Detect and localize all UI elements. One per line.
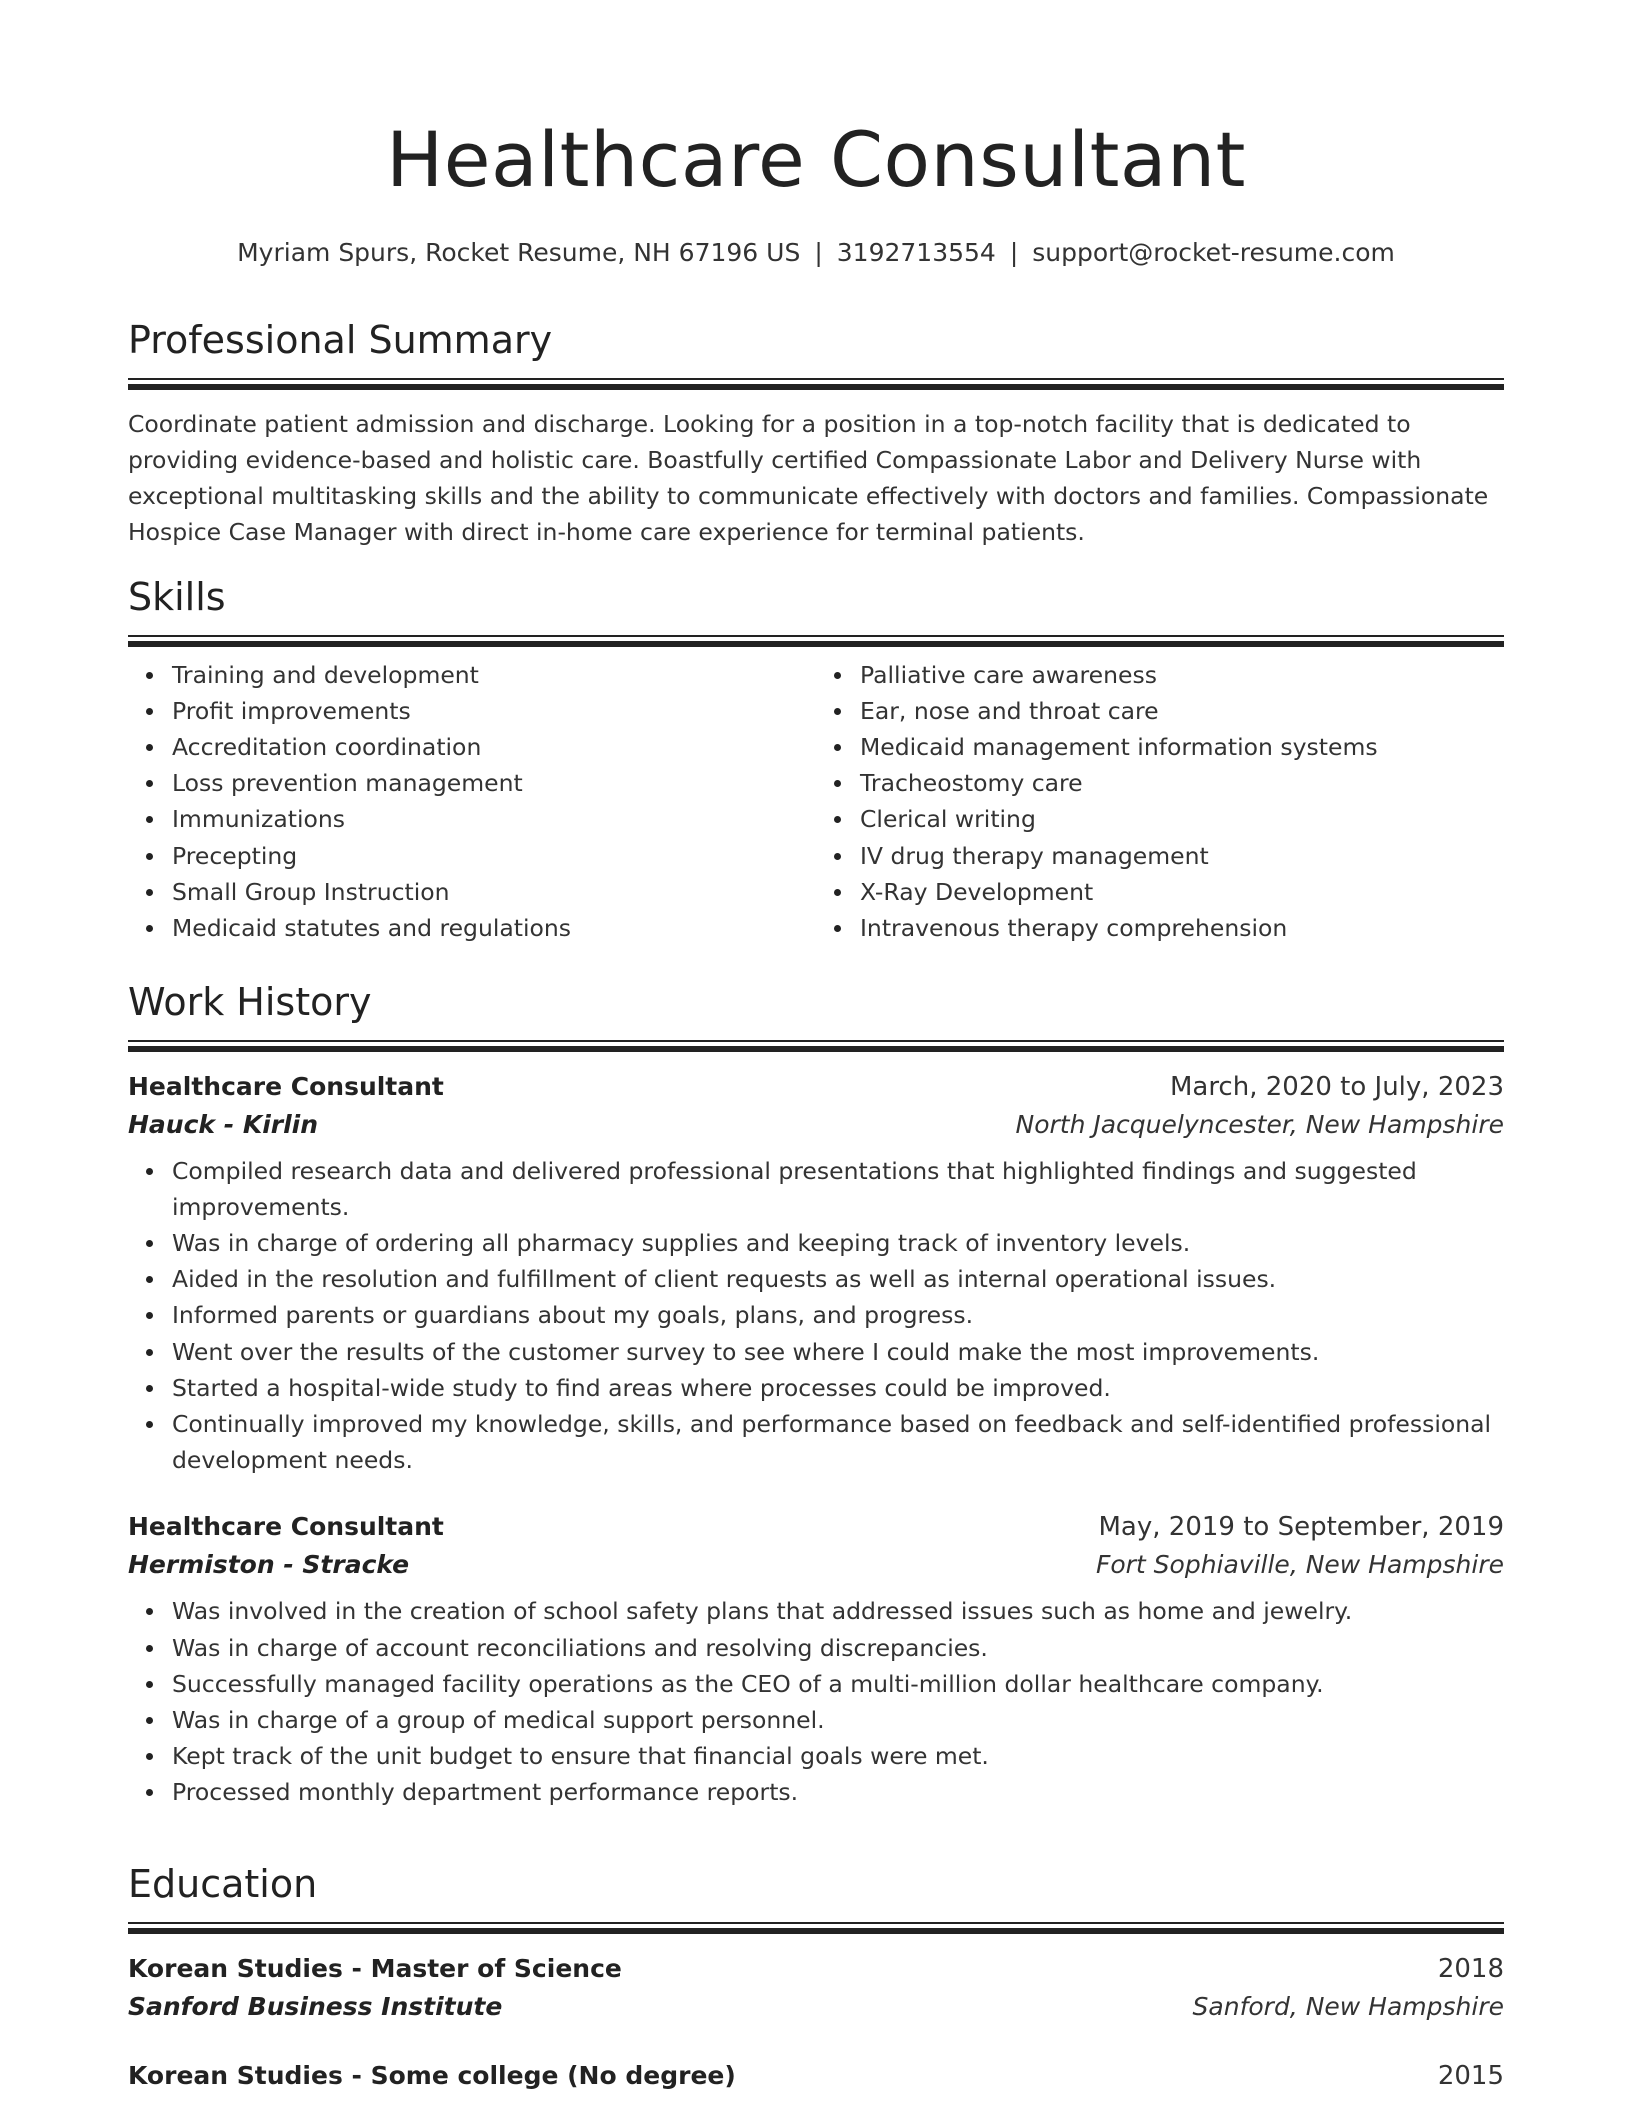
job-subheader: [128, 1110, 1504, 1139]
section-rule: [128, 378, 1504, 390]
education-school: Sanford Business Institute: [128, 1991, 503, 2021]
summary-section: [128, 318, 1504, 550]
education-heading: Education: [128, 1862, 318, 1906]
job-bullet: Aided in the resolution and fulfillment of client requests as well as internal operational issues.: [172, 1261, 1504, 1297]
job-bullets: [128, 1593, 1504, 1810]
education-year: 2015: [1437, 2060, 1504, 2091]
skill-item: Accreditation coordination: [172, 729, 816, 765]
job-bullet: Successfully managed facility operations as the CEO of a multi-million dollar healthcare company.: [172, 1666, 1504, 1702]
skill-item: Clerical writing: [860, 801, 1504, 837]
skills-heading: Skills: [128, 575, 226, 619]
contact-line: [128, 238, 1504, 267]
education-header: [128, 2061, 1504, 2091]
job-company: Hermiston - Stracke: [128, 1550, 410, 1580]
skill-item: Medicaid management information systems: [860, 729, 1504, 765]
contact-email: support@rocket-resume.com: [1032, 238, 1395, 267]
skills-list-left: [128, 657, 816, 947]
skills-section: [128, 575, 1504, 946]
education-entry: [128, 1954, 1504, 2021]
work-section: [128, 980, 1504, 1811]
summary-text: Coordinate patient admission and discharge. Looking for a position in a top-notch facility that is dedicated to providing evidence-based and holistic care. Boastfully certified Compassionate Labor and Delivery Nurse with exceptional multitasking skills and the ability to communicate effectively with doctors and families. Compassionate Hospice Case Manager with direct in-home care experience for terminal patients.: [128, 409, 1489, 546]
skill-item: Tracheostomy care: [860, 765, 1504, 801]
education-location: Sanford, New Hampshire: [1192, 1991, 1504, 2021]
contact-separator: |: [814, 238, 823, 267]
skills-list-right: [816, 657, 1504, 947]
job-bullet: Compiled research data and delivered professional presentations that highlighted findings and suggested improvements.: [172, 1153, 1504, 1225]
skill-item: Medicaid statutes and regulations: [172, 910, 816, 946]
skill-item: Immunizations: [172, 801, 816, 837]
skill-item: X-Ray Development: [860, 874, 1504, 910]
job-bullet: Informed parents or guardians about my goals, plans, and progress.: [172, 1297, 1504, 1333]
job-bullet: Continually improved my knowledge, skills, and performance based on feedback and self-identified professional development needs.: [172, 1406, 1504, 1478]
job-bullet: Kept track of the unit budget to ensure that financial goals were met.: [172, 1738, 1504, 1774]
job-bullets: [128, 1153, 1504, 1479]
job-bullet: Was involved in the creation of school safety plans that addressed issues such as home and jewelry.: [172, 1593, 1504, 1629]
section-rule: [128, 635, 1504, 647]
job-title: Healthcare Consultant: [128, 1512, 444, 1542]
education-section: [128, 1862, 1504, 2091]
resume-name: Healthcare Consultant: [386, 115, 1246, 204]
section-rule: [128, 1040, 1504, 1052]
job-bullet: Was in charge of account reconciliations and resolving discrepancies.: [172, 1630, 1504, 1666]
job-bullet: Started a hospital-wide study to find areas where processes could be improved.: [172, 1370, 1504, 1406]
job-bullet: Was in charge of ordering all pharmacy supplies and keeping track of inventory levels.: [172, 1225, 1504, 1261]
job-header: [128, 1072, 1504, 1102]
skill-item: Palliative care awareness: [860, 657, 1504, 693]
skill-item: Loss prevention management: [172, 765, 816, 801]
education-degree: Korean Studies - Some college (No degree): [128, 2060, 736, 2090]
job-bullet: Went over the results of the customer survey to see where I could make the most improvements.: [172, 1334, 1504, 1370]
job-bullet: Processed monthly department performance reports.: [172, 1774, 1504, 1810]
job-company: Hauck - Kirlin: [128, 1109, 319, 1139]
skill-item: Intravenous therapy comprehension: [860, 910, 1504, 946]
skills-grid: [128, 657, 1504, 947]
job-dates: May, 2019 to September, 2019: [1098, 1512, 1504, 1543]
education-header: [128, 1954, 1504, 1984]
education-degree: Korean Studies - Master of Science: [128, 1953, 622, 1983]
job-location: North Jacquelyncester, New Hampshire: [1015, 1109, 1504, 1139]
job-header: [128, 1512, 1504, 1542]
contact-separator: |: [1009, 238, 1019, 267]
job-location: Fort Sophiaville, New Hampshire: [1095, 1550, 1504, 1580]
job-entry: [128, 1072, 1504, 1479]
contact-phone: 3192713554: [836, 238, 996, 267]
job-subheader: [128, 1550, 1504, 1579]
skill-item: Ear, nose and throat care: [860, 693, 1504, 729]
contact-address: Myriam Spurs, Rocket Resume, NH 67196 US: [237, 238, 801, 267]
education-subheader: [128, 1992, 1504, 2021]
skill-item: IV drug therapy management: [860, 838, 1504, 874]
job-dates: March, 2020 to July, 2023: [1169, 1071, 1504, 1102]
section-rule: [128, 1922, 1504, 1934]
work-heading: Work History: [128, 980, 372, 1024]
summary-heading: Professional Summary: [128, 318, 553, 362]
skill-item: Training and development: [172, 657, 816, 693]
education-year: 2018: [1437, 1953, 1504, 1984]
job-title: Healthcare Consultant: [128, 1071, 444, 1101]
education-entry: [128, 2061, 1504, 2091]
skill-item: Profit improvements: [172, 693, 816, 729]
job-entry: [128, 1512, 1504, 1810]
skill-item: Precepting: [172, 838, 816, 874]
skill-item: Small Group Instruction: [172, 874, 816, 910]
job-bullet: Was in charge of a group of medical support personnel.: [172, 1702, 1504, 1738]
